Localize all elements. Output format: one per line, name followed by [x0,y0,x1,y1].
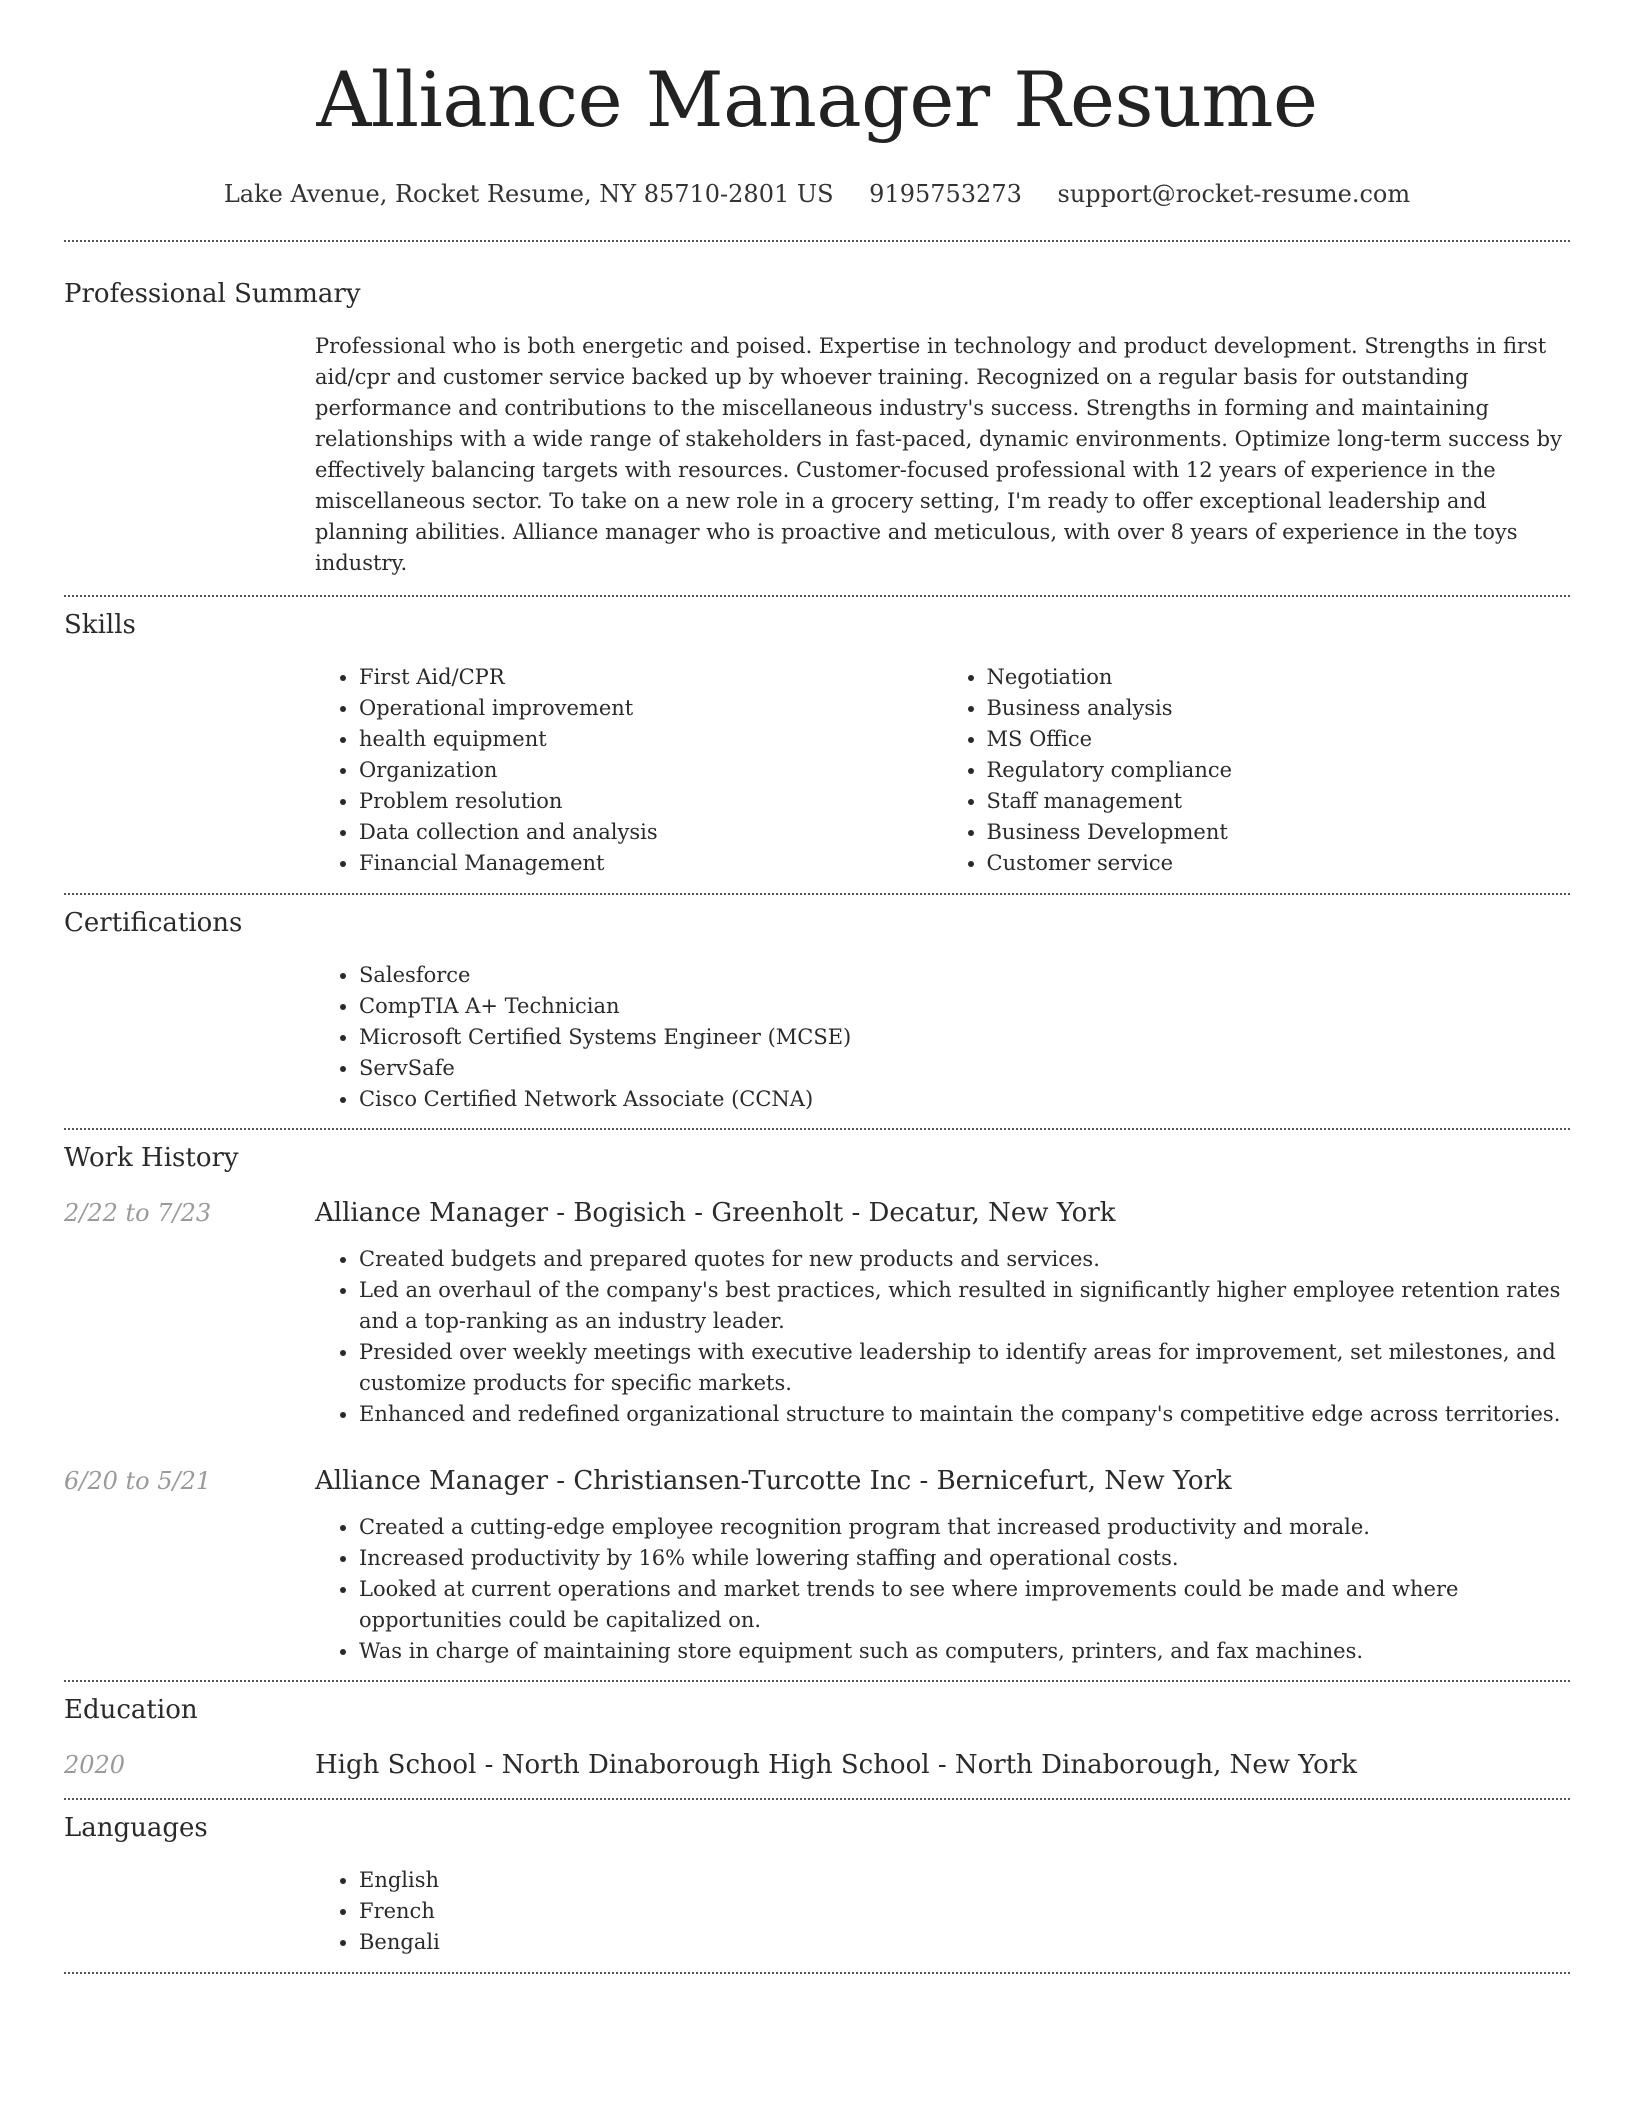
contact-address: Lake Avenue, Rocket Resume, NY 85710-2801 US [223,180,834,208]
education-heading: Education [64,1695,198,1725]
contact-email: support@rocket-resume.com [1057,180,1411,208]
language-item: • English [359,1865,1570,1896]
job-bullet: • Looked at current operations and market trends to see where improvements could be made and where opportunities could be capitalized on. [359,1574,1570,1636]
skill-item: • Regulatory compliance [987,755,1571,786]
divider [64,1972,1570,1974]
job-bullet: • Led an overhaul of the company's best practices, which resulted in significantly higher employee retention rates and a top-ranking as an industry leader. [359,1275,1570,1337]
certifications-heading: Certifications [64,908,243,938]
job-bullet: • Increased productivity by 16% while lowering staffing and operational costs. [359,1543,1570,1574]
job-dates: 6/20 to 5/21 [64,1467,212,1495]
job-entry [64,1464,1570,1667]
job-title: Alliance Manager - Christiansen-Turcotte Inc - Bernicefurt, New York [315,1466,1232,1496]
skill-item: • Negotiation [987,662,1571,693]
skill-item: • MS Office [987,724,1571,755]
skill-item: • Business Development [987,817,1571,848]
skill-item: • Customer service [987,848,1571,879]
education-entry [64,1748,1570,1782]
job-bullet: • Enhanced and redefined organizational structure to maintain the company's competitive edge across territories. [359,1399,1570,1430]
job-entry [64,1196,1570,1430]
contact-line [64,178,1570,210]
job-bullet: • Created budgets and prepared quotes for new products and services. [359,1244,1570,1275]
divider [64,1128,1570,1130]
skills-heading: Skills [64,610,136,640]
skill-item: • First Aid/CPR [359,662,943,693]
divider [64,595,1570,597]
job-bullet: • Presided over weekly meetings with executive leadership to identify areas for improvement, set milestones, and customize products for specific markets. [359,1337,1570,1399]
skill-item: • Financial Management [359,848,943,879]
skill-item: • Organization [359,755,943,786]
summary-heading: Professional Summary [64,279,361,309]
divider [64,1680,1570,1682]
resume-page [64,0,1570,1974]
job-bullet: • Created a cutting-edge employee recognition program that increased productivity and morale. [359,1512,1570,1543]
skill-item: • Business analysis [987,693,1571,724]
certification-item: • CompTIA A+ Technician [359,991,1570,1022]
skills-list [315,662,1570,879]
summary-text: Professional who is both energetic and poised. Expertise in technology and product development. Strengths in first aid/cpr and customer service backed up by whoever training. Recognized on a regular basis for outstanding performance and contributions to the miscellaneous industry's success. Strengths in forming and maintaining relationships with a wide range of stakeholders in fast-paced, dynamic environments. Optimize long-term success by effectively balancing targets with resources. Customer-focused professional with 12 years of experience in the miscellaneous sector. To take on a new role in a grocery setting, I'm ready to offer exceptional leadership and planning abilities. Alliance manager who is proactive and meticulous, with over 8 years of experience in the toys industry. [315,334,1562,575]
skill-item: • Operational improvement [359,693,943,724]
certification-item: • Microsoft Certified Systems Engineer (MCSE) [359,1022,1570,1053]
certifications-list [315,960,1570,1115]
education-year: 2020 [64,1751,126,1779]
work-history-heading: Work History [64,1143,239,1173]
skill-item: • Problem resolution [359,786,943,817]
job-title: Alliance Manager - Bogisich - Greenholt - Decatur, New York [315,1198,1116,1228]
certification-item: • ServSafe [359,1053,1570,1084]
languages-heading: Languages [64,1813,208,1843]
divider [64,240,1570,242]
skills-left-column [315,662,943,879]
skill-item: • Data collection and analysis [359,817,943,848]
skills-right-column [943,662,1571,879]
skill-item: • Staff management [987,786,1571,817]
education-school: High School - North Dinaborough High School - North Dinaborough, New York [315,1750,1358,1780]
language-item: • Bengali [359,1927,1570,1958]
skill-item: • health equipment [359,724,943,755]
languages-list [315,1865,1570,1958]
certification-item: • Salesforce [359,960,1570,991]
certification-item: • Cisco Certified Network Associate (CCNA) [359,1084,1570,1115]
job-bullet: • Was in charge of maintaining store equipment such as computers, printers, and fax machines. [359,1636,1570,1667]
divider [64,1798,1570,1800]
divider [64,893,1570,895]
job-dates: 2/22 to 7/23 [64,1199,212,1227]
contact-phone: 9195753273 [869,180,1022,208]
language-item: • French [359,1896,1570,1927]
resume-title: Alliance Manager Resume [316,55,1318,144]
